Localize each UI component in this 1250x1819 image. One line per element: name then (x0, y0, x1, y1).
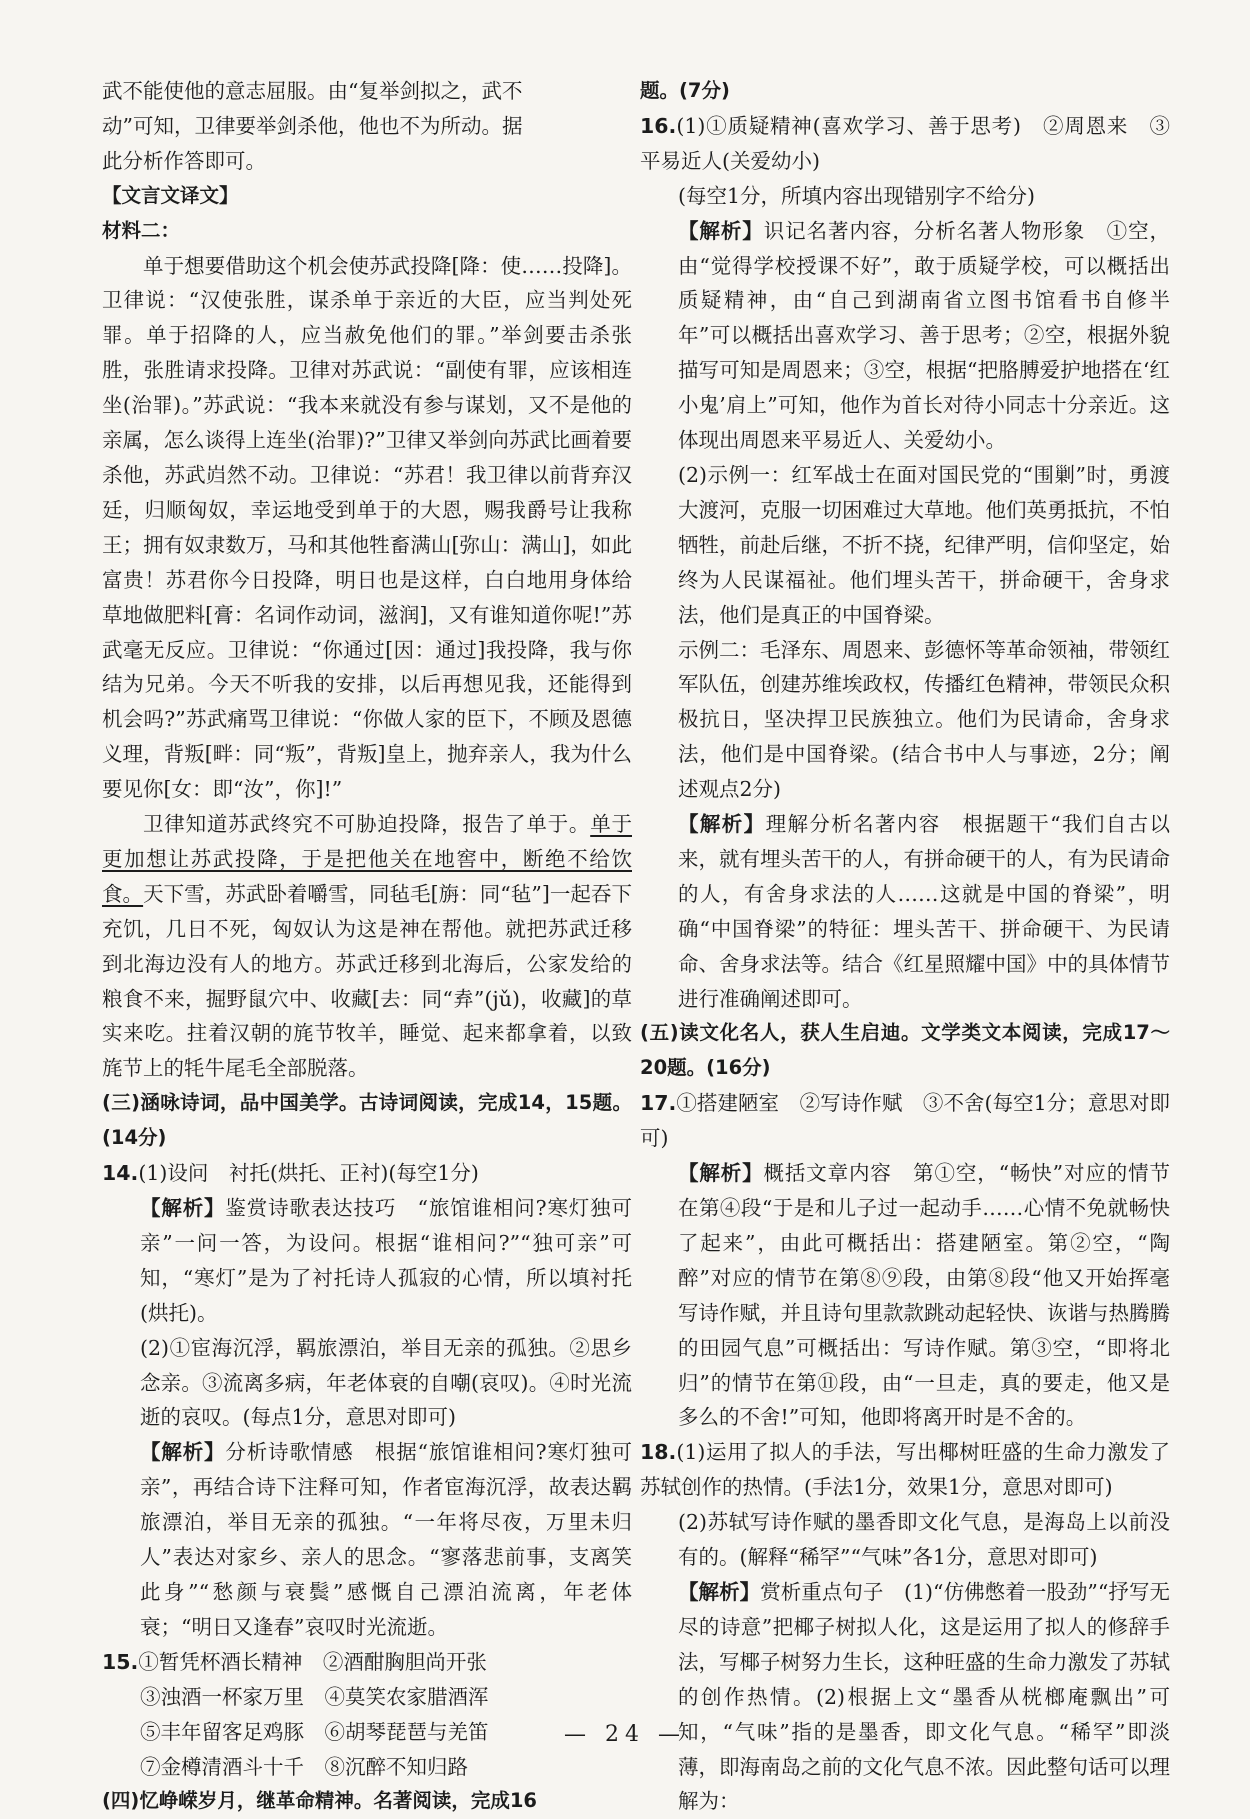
analysis-tag: 【解析】 (140, 1440, 226, 1465)
q18-part1 (640, 1435, 1170, 1505)
translation-heading: 【文言文译文】 (102, 183, 239, 207)
q17-analysis (640, 1156, 1170, 1435)
translation-paragraph-2 (102, 807, 632, 1086)
section-heading-5: (五)读文化名人，获人生启迪。文学类文本阅读，完成17～20题。(16分) (640, 1021, 1170, 1080)
analysis-tag: 【解析】 (678, 218, 764, 243)
q14-part2: (2)①宦海沉浮，羁旅漂泊，举目无亲的孤独。②思乡念亲。③流离多病，年老体衰的自嘲(哀叹)。④时光流逝的哀叹。(每点1分，意思对即可) (140, 1335, 632, 1430)
q14-part1 (102, 1156, 632, 1191)
analysis-text: 概括文章内容 第①空，“畅快”对应的情节在第④段“于是和儿子过一起动手……心情不免就畅快了起来”，由此可概括出：搭建陋室。第②空，“陶醉”对应的情节在第⑧⑨段，由第⑧段“他又开始挥毫写诗作赋，并且诗句里款款跳动起轻快、诙谐与热腾腾的田园气息”可概括出：写诗作赋。第③空，“即将北归”的情节在第⑪段，由“一旦走，真的要走，他又是多么的不舍!”可知，他即将离开时是不舍的。 (678, 1161, 1170, 1430)
question-number: 15. (102, 1649, 139, 1674)
q16-part1 (640, 109, 1170, 179)
answer-text: (1)运用了拟人的手法，写出椰树旺盛的生命力激发了苏轼创作的热情。(手法1分，效果1分，意思对即可) (640, 1440, 1170, 1500)
q18-analysis (640, 1575, 1170, 1819)
question-number: 14. (102, 1161, 139, 1186)
analysis-tag: 【解析】 (140, 1196, 226, 1220)
q15-line: ⑦金樽清酒斗十千 ⑧沉醉不知归路 (140, 1754, 468, 1779)
q15-line (102, 1645, 632, 1680)
q16-analysis-1 (640, 214, 1170, 458)
q14-analysis-2 (102, 1435, 632, 1644)
analysis-text: 识记名著内容，分析名著人物形象 ①空，由“觉得学校授课不好”，敢于质疑学校，可以概括出质疑精神，由“自己到湖南省立图书馆看书自修半年”可以概括出喜欢学习、善于思考；②空，根据外貌描写可知是周恩来；③空，根据“把胳膊爱护地搭在‘红小鬼’肩上”可知，他作为首长对待小同志十分亲近。这体现出周恩来平易近人、关爱幼小。 (678, 218, 1171, 453)
answer-text: (1)设问 衬托(烘托、正衬)(每空1分) (138, 1161, 479, 1186)
analysis-tag: 【解析】 (678, 1579, 761, 1604)
left-column (102, 74, 632, 1819)
text-span: 卫律知道苏武终究不可胁迫投降，报告了单于。 (143, 812, 591, 837)
q16-analysis-2 (640, 807, 1170, 1016)
q14-analysis-1 (102, 1191, 632, 1331)
q17-answer (640, 1086, 1170, 1156)
section-heading-3: (三)涵咏诗词，品中国美学。古诗词阅读，完成14，15题。(14分) (102, 1091, 632, 1150)
analysis-tag: 【解析】 (678, 812, 766, 837)
translation-paragraph: 单于想要借助这个机会使苏武投降[降：使……投降]。卫律说：“汉使张胜，谋杀单于亲近的大臣，应当判处死罪。单于招降的人，应当赦免他们的罪。”举剑要击杀张胜，张胜请求投降。卫律对苏武说：“副使有罪，应该相连坐(治罪)。”苏武说：“我本来就没有参与谋划，又不是他的亲属，怎么谈得上连坐(治罪)?”卫律又举剑向苏武比画着要杀他，苏武岿然不动。卫律说：“苏君！我卫律以前背弃汉廷，归顺匈奴，幸运地受到单于的大恩，赐我爵号让我称王；拥有奴隶数万，马和其他牲畜满山[弥山：满山]，如此富贵！苏君你今日投降，明日也是这样，白白地用身体给草地做肥料[膏：名词作动词，滋润]，又有谁知道你呢!”苏武毫无反应。卫律说：“你通过[因：通过]我投降，我与你结为兄弟。今天不听我的安排，以后再想见我，还能得到机会吗?”苏武痛骂卫律说：“你做人家的臣下，不顾及恩德义理，背叛[畔：同“叛”，背叛]皇上，抛弃亲人，我为什么要见你[女：即“汝”，你]!” (102, 253, 632, 802)
q16-note: (每空1分，所填内容出现错别字不给分) (678, 183, 1036, 208)
right-column (640, 74, 1170, 1819)
analysis-tag: 【解析】 (678, 1161, 764, 1186)
q16-example-2: 示例二：毛泽东、周恩来、彭德怀等革命领袖，带领红军队伍，创建苏维埃政权，传播红色精神，带领民众积极抗日，坚决捍卫民族独立。他们为民请命，舍身求法，他们是中国脊梁。(结合书中人与事迹，2分；阐述观点2分) (678, 637, 1170, 802)
section-heading-4-cont: 题。(7分) (640, 79, 730, 102)
question-number: 18. (640, 1440, 677, 1465)
underlined-sentence: 单于更加想让苏武投降，于是把他关在地窖中，断绝不给饮食。 (102, 812, 632, 906)
page-number: — 24 — (564, 1722, 686, 1747)
q15-line: ③浊酒一杯家万里 ④莫笑农家腊酒浑 (140, 1684, 489, 1709)
analysis-text: 分析诗歌情感 根据“旅馆谁相问?寒灯独可亲”，再结合诗下注释可知，作者宦海沉浮，故表达羁旅漂泊，举目无亲的孤独。“一年将尽夜，万里未归人”表达对家乡、亲人的思念。“寥落悲前事，支离笑此身”“愁颜与衰鬓”感慨自己漂泊流离，年老体衰；“明日又逢春”哀叹时光流逝。 (140, 1440, 632, 1639)
analysis-text: 理解分析名著内容 根据题干“我们自古以来，就有埋头苦干的人，有拼命硬干的人，有为民请命的人，有舍身求法的人……这就是中国的脊梁”，明确“中国脊梁”的特征：埋头苦干、拼命硬干、为民请命、舍身求法等。结合《红星照耀中国》中的具体情节进行准确阐述即可。 (678, 812, 1171, 1011)
analysis-text: 赏析重点句子 (1)“仿佛憋着一股劲”“抒写无尽的诗意”把椰子树拟人化，这是运用了拟人的修辞手法，写椰子树努力生长，这种旺盛的生命力激发了苏轼的创作热情。(2)根据上文“墨香从桄榔庵飘出”可知，“气味”指的是墨香，即文化气息。“稀罕”即淡薄，即海南岛之前的文化气息不浓。因此整句话可以理解为： (678, 1579, 1170, 1814)
answer-text: ①搭建陋室 ②写诗作赋 ③不舍(每空1分；意思对即可) (640, 1091, 1170, 1151)
answer-text: (1)①质疑精神(喜欢学习、善于思考) ②周恩来 ③平易近人(关爱幼小) (640, 113, 1170, 173)
analysis-text: 鉴赏诗歌表达技巧 “旅馆谁相问?寒灯独可亲”一问一答，为设问。根据“谁相问?”“独可亲”可知，“寒灯”是为了衬托诗人孤寂的心情，所以填衬托(烘托)。 (140, 1196, 632, 1325)
q16-part2: (2)示例一：红军战士在面对国民党的“围剿”时，勇渡大渡河，克服一切困难过大草地。他们英勇抵抗，不怕牺牲，前赴后继，不折不挠，纪律严明，信仰坚定，始终为人民谋福祉。他们埋头苦干，拼命硬干，舍身求法，他们是真正的中国脊梁。 (678, 462, 1170, 627)
text-line: 动”可知，卫律要举剑杀他，他也不为所动。据 (102, 113, 523, 138)
text-span: 天下雪，苏武卧着嚼雪，同毡毛[旃：同“毡”]一起吞下充饥，几日不死，匈奴认为这是神在帮他。就把苏武迁移到北海边没有人的地方。苏武迁移到北海后，公家发给的粮食不来，掘野鼠穴中、收藏[去：同“弆”(jǔ)，收藏]的草实来吃。拄着汉朝的旄节牧羊，睡觉、起来都拿着，以致旄节上的牦牛尾毛全部脱落。 (102, 881, 633, 1081)
text-line: 此分析作答即可。 (102, 148, 266, 173)
text-line: 武不能使他的意志屈服。由“复举剑拟之，武不 (102, 79, 523, 103)
material-heading: 材料二： (102, 218, 181, 242)
answer-text: ①暂凭杯酒长精神 ②酒酣胸胆尚开张 (138, 1649, 487, 1674)
section-heading-4: (四)忆峥嵘岁月，继革命精神。名著阅读，完成16 (102, 1789, 537, 1813)
q15-line: ⑤丰年留客足鸡豚 ⑥胡琴琵琶与羌笛 (140, 1719, 489, 1744)
question-number: 17. (640, 1091, 677, 1116)
question-number: 16. (640, 113, 677, 138)
q18-part2: (2)苏轼写诗作赋的墨香即文化气息，是海岛上以前没有的。(解释“稀罕”“气味”各1分，意思对即可) (678, 1510, 1170, 1570)
